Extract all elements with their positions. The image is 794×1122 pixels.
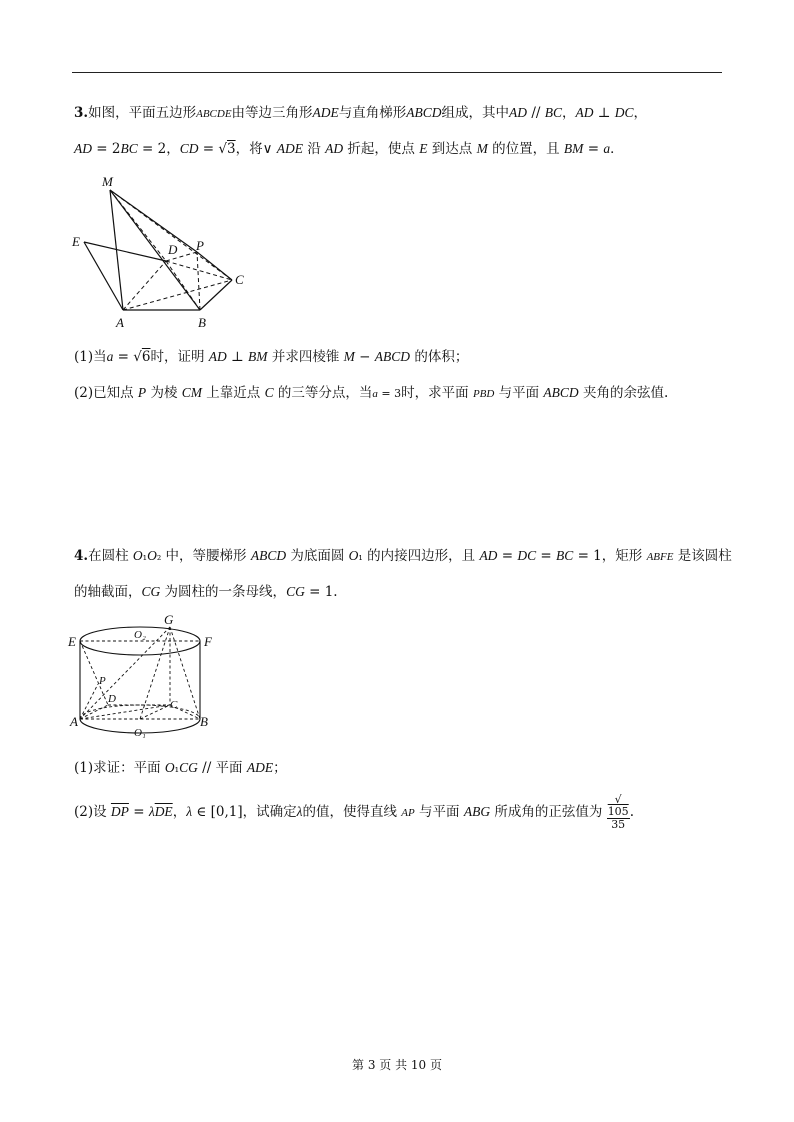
edge-BP bbox=[197, 252, 200, 310]
edge-DB bbox=[166, 261, 200, 310]
bottom-circle-back bbox=[80, 705, 200, 719]
figure-4-cylinder bbox=[66, 612, 216, 742]
label-D: D bbox=[168, 242, 178, 257]
problem-3-question-1: (1)当a = √6时，证明 AD ⊥ BM 并求四棱锥 M − ABCD 的体积； bbox=[74, 349, 469, 365]
page-footer: 第 3 页 共 10 页 bbox=[352, 1058, 442, 1072]
problem-3-line-2: AD = 2BC = 2，CD = √3，将∨ ADE 沿 AD 折起，使点 E 到达点 M 的位置，且 BM = a． bbox=[74, 141, 624, 157]
edge-AC bbox=[80, 705, 170, 719]
edge-AD bbox=[80, 705, 108, 719]
edge-MC bbox=[110, 190, 232, 280]
fraction-sqrt105-over-35: √ 105 35 bbox=[607, 793, 629, 831]
label-C: C bbox=[235, 272, 244, 287]
label-E: E bbox=[68, 634, 76, 649]
label-P: P bbox=[99, 675, 106, 687]
header-rule bbox=[72, 72, 722, 73]
label-G: G bbox=[164, 612, 174, 627]
edge-MB bbox=[110, 190, 200, 310]
problem-3-line-1: 3.如图，平面五边形ABCDE由等边三角形ADE与直角梯形ABCD组成，其中AD // BC，AD ⊥ DC， bbox=[74, 105, 648, 121]
edge-ED bbox=[80, 641, 108, 705]
label-D: D bbox=[108, 693, 116, 705]
problem-3-question-2: (2)已知点 P 为棱 CM 上靠近点 C 的三等分点，当a = 3时，求平面 PBD 与平面 ABCD 夹角的余弦值. bbox=[74, 385, 669, 401]
figure-3-pyramid bbox=[60, 170, 260, 335]
label-A: A bbox=[70, 714, 78, 729]
edge-AD bbox=[123, 261, 166, 310]
label-P: P bbox=[196, 238, 204, 253]
label-E: E bbox=[72, 234, 80, 249]
edge-O1C bbox=[140, 705, 170, 719]
edge-PC bbox=[197, 252, 232, 280]
problem-4-question-2: (2)设 $\overline{DP} = \lambda\overline{DE}$，λ ∈ [0,1]，试确定λ的值，使得直线 AP 与平面 ABG 所成角的正弦值为 √ 105 35 . bbox=[74, 793, 634, 831]
label-O2: O₂ bbox=[134, 629, 146, 641]
label-A: A bbox=[116, 315, 124, 330]
label-C: C bbox=[170, 699, 178, 711]
label-F: F bbox=[204, 634, 212, 649]
problem-4-line-2: 的轴截面，CG 为圆柱的一条母线，CG = 1. bbox=[74, 584, 338, 600]
label-B: B bbox=[200, 714, 208, 729]
problem-4-question-1: (1)求证：平面 O₁CG // 平面 ADE； bbox=[74, 760, 287, 776]
edge-AP bbox=[80, 684, 98, 719]
problem-4-line-1: 4.在圆柱 O₁O₂ 中，等腰梯形 ABCD 为底面圆 O₁ 的内接四边形，且 AD = DC = BC = 1，矩形 ABFE 是该圆柱 bbox=[74, 548, 732, 564]
edge-BC bbox=[200, 280, 232, 310]
label-O1: O₁ bbox=[134, 727, 146, 739]
label-M: M bbox=[102, 174, 113, 189]
label-B: B bbox=[198, 315, 206, 330]
